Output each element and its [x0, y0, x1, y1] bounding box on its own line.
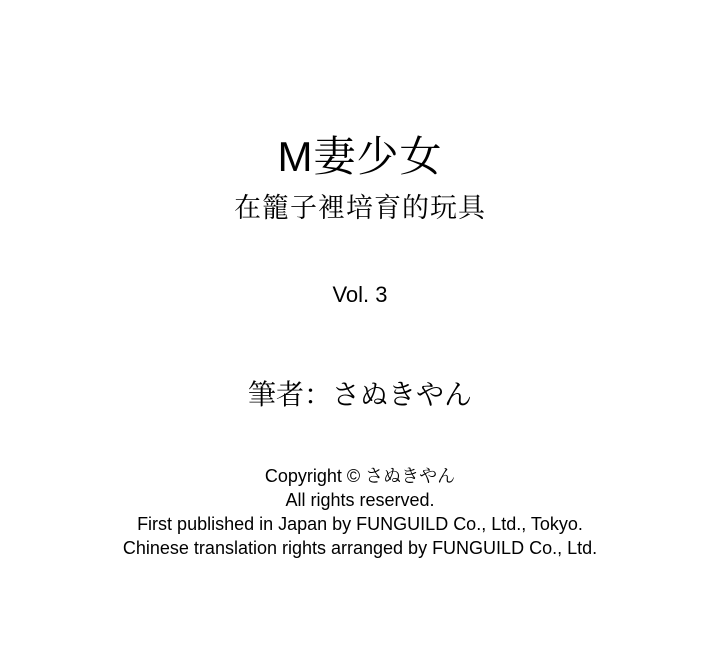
translation-rights-line: Chinese translation rights arranged by FUNGUILD Co., Ltd. — [122, 538, 598, 558]
book-title: M妻少女 — [277, 133, 443, 180]
author-credit: 筆者：さぬきやん — [247, 379, 472, 410]
copyright-block — [0, 464, 720, 560]
first-published-line: First published in Japan by FUNGUILD Co., Ltd., Tokyo. — [137, 514, 583, 534]
copyright-holder-line: Copyright © さぬきやん — [264, 466, 456, 486]
book-subtitle: 在籠子裡培育的玩具 — [234, 193, 486, 223]
rights-reserved-line: All rights reserved. — [285, 490, 435, 510]
volume-number: Vol. 3 — [332, 282, 388, 307]
